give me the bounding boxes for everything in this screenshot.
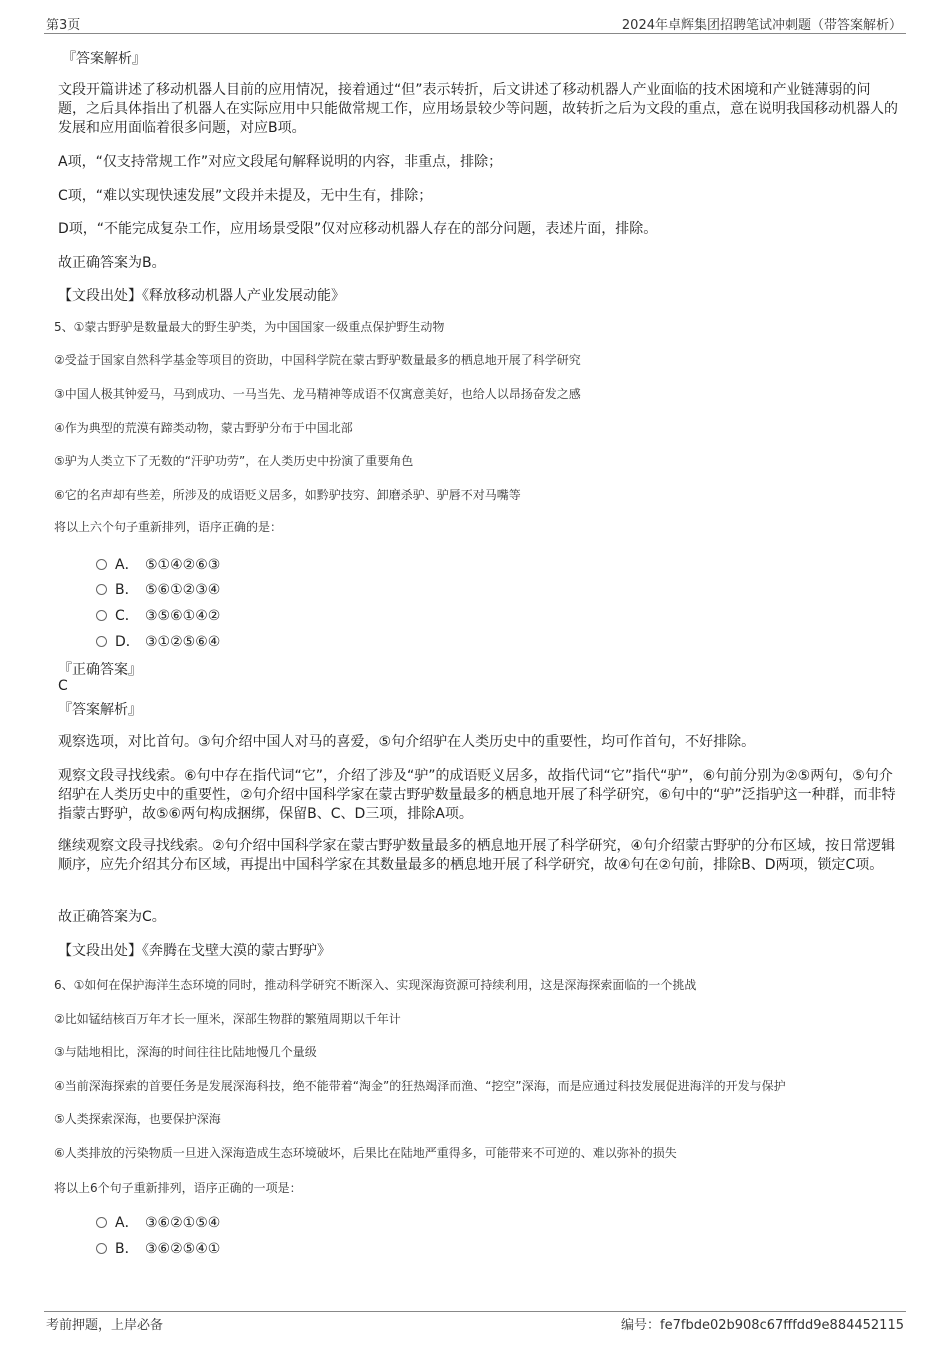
- q4-analysis-option-c: C项，“难以实现快速发展”文段并未提及，无中生有，排除；: [58, 188, 433, 204]
- q5-sentence-6: ⑥它的名声却有些差，所涉及的成语贬义居多，如黔驴技穷、卸磨杀驴、驴唇不对马嘴等: [54, 488, 521, 502]
- footer-slogan: 考前押题，上岸必备: [46, 1318, 164, 1333]
- q5-sentence-3: ③中国人极其钟爱马，马到成功、一马当先、龙马精神等成语不仅寓意美好，也给人以昂扬奋发之感: [54, 387, 581, 401]
- page-number: 第3页: [46, 18, 81, 33]
- q5-answer-heading: 『正确答案』: [58, 662, 142, 678]
- radio-icon[interactable]: [96, 610, 107, 621]
- q6-sentence-5: ⑤人类探索深海，也要保护深海: [54, 1112, 221, 1126]
- footer-divider: [44, 1311, 906, 1312]
- radio-icon[interactable]: [96, 1243, 107, 1254]
- q5-analysis-heading: 『答案解析』: [58, 702, 142, 718]
- q6-sentence-1: 6、①如何在保护海洋生态环境的同时，推动科学研究不断深入、实现深海资源可持续利用，这是深海探索面临的一个挑战: [54, 978, 697, 992]
- q4-analysis-option-d: D项，“不能完成复杂工作，应用场景受限”仅对应移动机器人存在的部分问题，表述片面，排除。: [58, 221, 658, 237]
- radio-icon[interactable]: [96, 559, 107, 570]
- q5-analysis-paragraph-2: 观察文段寻找线索。⑥句中存在指代词“它”，介绍了涉及“驴”的成语贬义居多，故指代词“它”指代“驴”，⑥句前分别为②⑤两句，⑤句介绍驴在人类历史中的重要性，②句介绍中国科学家在蒙古野驴数量最多的栖息地开展了科学研究，⑥句中的“驴”泛指驴这一种群，而非特指蒙古野驴，故⑤⑥两句构成捆绑，保留B、C、D三项，排除A项。: [58, 768, 896, 822]
- q5-conclusion: 故正确答案为C。: [58, 909, 166, 925]
- q5-sentence-4: ④作为典型的荒漠有蹄类动物，蒙古野驴分布于中国北部: [54, 421, 353, 435]
- q5-option-c[interactable]: C． ③⑤⑥①④②: [96, 605, 220, 625]
- q4-analysis-heading: 『答案解析』: [62, 51, 146, 67]
- document-title: 2024年卓辉集团招聘笔试冲刺题（带答案解析）: [621, 18, 902, 33]
- q5-prompt: 将以上六个句子重新排列，语序正确的是：: [54, 520, 283, 534]
- radio-icon[interactable]: [96, 584, 107, 595]
- q6-prompt: 将以上6个句子重新排列，语序正确的一项是：: [54, 1181, 302, 1195]
- q5-sentence-5: ⑤驴为人类立下了无数的“汗驴功劳”，在人类历史中扮演了重要角色: [54, 454, 414, 468]
- q5-sentence-2: ②受益于国家自然科学基金等项目的资助，中国科学院在蒙古野驴数量最多的栖息地开展了科学研究: [54, 353, 581, 367]
- q6-sentence-4: ④当前深海探索的首要任务是发展深海科技，绝不能带着“淘金”的狂热竭泽而渔、“挖空”深海，而是应通过科技发展促进海洋的开发与保护: [54, 1079, 786, 1093]
- q5-analysis-paragraph-3: 继续观察文段寻找线索。②句介绍中国科学家在蒙古野驴数量最多的栖息地开展了科学研究，④句介绍蒙古野驴的分布区域，按日常逻辑顺序，应先介绍其分布区域，再提出中国科学家在其数量最多的栖息地开展了科学研究，故④句在②句前，排除B、D两项，锁定C项。: [58, 838, 896, 873]
- q4-source: 【文段出处】《释放移动机器人产业发展动能》: [58, 288, 345, 304]
- q5-answer: C: [58, 678, 68, 694]
- q4-analysis-paragraph: 文段开篇讲述了移动机器人目前的应用情况，接着通过“但”表示转折，后文讲述了移动机器人产业面临的技术困境和产业链薄弱的问题，之后具体指出了机器人在实际应用中只能做常规工作，应用场景较少等问题，故转折之后为文段的重点，意在说明我国移动机器人的发展和应用面临着很多问题，对应B项。: [58, 82, 898, 136]
- radio-icon[interactable]: [96, 1217, 107, 1228]
- q5-option-b[interactable]: B． ⑤⑥①②③④: [96, 579, 220, 599]
- q6-sentence-3: ③与陆地相比，深海的时间往往比陆地慢几个量级: [54, 1045, 317, 1059]
- footer-serial: 编号：fe7fbde02b908c67fffdd9e884452115: [621, 1318, 904, 1333]
- radio-icon[interactable]: [96, 636, 107, 647]
- header-divider: [44, 33, 906, 34]
- q6-sentence-2: ②比如锰结核百万年才长一厘米，深部生物群的繁殖周期以千年计: [54, 1012, 401, 1026]
- q6-sentence-6: ⑥人类排放的污染物质一旦进入深海造成生态环境破坏，后果比在陆地严重得多，可能带来不可逆的、难以弥补的损失: [54, 1146, 677, 1160]
- q5-analysis-paragraph-1: 观察选项，对比首句。③句介绍中国人对马的喜爱，⑤句介绍驴在人类历史中的重要性，均可作首句，不好排除。: [58, 734, 756, 750]
- q4-conclusion: 故正确答案为B。: [58, 255, 166, 271]
- q6-option-b[interactable]: B． ③⑥②⑤④①: [96, 1238, 220, 1258]
- q5-option-a[interactable]: A． ⑤①④②⑥③: [96, 554, 220, 574]
- q6-option-a[interactable]: A． ③⑥②①⑤④: [96, 1212, 220, 1232]
- q5-sentence-1: 5、①蒙古野驴是数量最大的野生驴类，为中国国家一级重点保护野生动物: [54, 320, 445, 334]
- q4-analysis-option-a: A项，“仅支持常规工作”对应文段尾句解释说明的内容，非重点，排除；: [58, 154, 503, 170]
- q5-option-d[interactable]: D． ③①②⑤⑥④: [96, 631, 220, 651]
- q5-source: 【文段出处】《奔腾在戈壁大漠的蒙古野驴》: [58, 943, 331, 959]
